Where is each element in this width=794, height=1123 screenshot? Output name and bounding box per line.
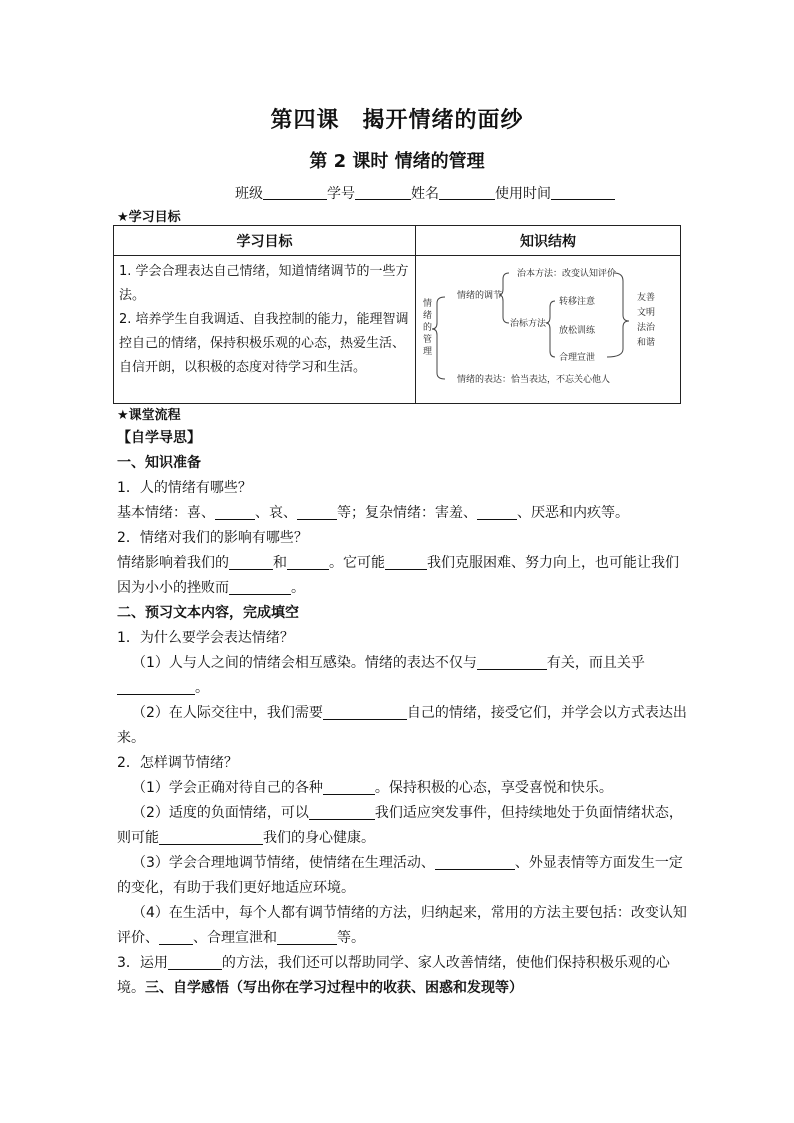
name-label: 姓名 <box>411 186 439 202</box>
class-blank[interactable] <box>263 185 327 200</box>
self-study-heading: 【自学导思】 <box>117 430 201 446</box>
answer-2: 情绪影响着我们的 和 。它可能 我们克服困难、努力向上，也可能让我们因为小小的挫败而 。 <box>117 555 679 596</box>
structure-column-header: 知识结构 <box>416 226 681 256</box>
fill-blank[interactable] <box>168 954 222 970</box>
student-info-line <box>235 183 615 203</box>
goal-1: 1. 学会合理表达自己情绪，知道情绪调节的一些方法。 <box>119 264 409 303</box>
time-blank[interactable] <box>551 185 615 200</box>
knowledge-structure-diagram <box>417 257 679 402</box>
fill-blank[interactable] <box>477 504 517 520</box>
diagram-relax: 放松训练 <box>559 325 596 335</box>
diagram-value: 和谐 <box>637 337 656 347</box>
fill-blank[interactable] <box>117 679 195 695</box>
fill-blank[interactable] <box>323 779 375 795</box>
question-1: 1．人的情绪有哪些？ <box>117 480 252 496</box>
number-blank[interactable] <box>355 185 411 200</box>
diagram-root-method: 治本方法：改变认知评价 <box>517 268 617 278</box>
fill-blank[interactable] <box>297 504 337 520</box>
diagram-transfer: 转移注意 <box>559 296 596 306</box>
regulate-answer-4: （4）在生活中，每个人都有调节情绪的方法，归纳起来，常用的方法主要包括：改变认知评价、 、合理宣泄和 等。 <box>117 905 687 946</box>
part1-heading: 一、知识准备 <box>117 455 201 471</box>
regulate-answer-2: （2）适度的负面情绪，可以 我们适应突发事件，但持续地处于负面情绪状态，则可能 我们的身心健康。 <box>117 805 683 846</box>
fill-blank[interactable] <box>277 929 337 945</box>
goals-cell <box>114 256 416 404</box>
diagram-root-char: 绪 <box>423 310 433 320</box>
diagram-vent: 合理宣泄 <box>559 352 596 362</box>
fill-blank[interactable] <box>385 554 427 570</box>
question-2: 2．情绪对我们的影响有哪些？ <box>117 530 308 546</box>
regulate-answer-3: （3）学会合理地调节情绪，使情绪在生理活动、 、外显表情等方面发生一定的变化，有助于我们更好地适应环境。 <box>117 855 683 896</box>
objectives-heading: ★学习目标 <box>117 210 181 225</box>
question-5: 3．运用 的方法，我们还可以帮助同学、家人改善情绪，使他们保持积极乐观的心境。三、自学感悟（写出你在学习过程中的收获、困惑和发现等） <box>117 955 670 996</box>
diagram-root-char: 理 <box>423 346 433 356</box>
question-4: 2．怎样调节情绪？ <box>117 755 238 771</box>
diagram-symptom-method: 治标方法 <box>510 318 547 328</box>
lesson-title: 第四课 揭开情绪的面纱 <box>270 108 524 133</box>
objectives-table <box>113 225 681 404</box>
regulate-answer-1: （1）学会正确对待自己的各种 。保持积极的心态，享受喜悦和快乐。 <box>132 780 613 796</box>
diagram-value: 法治 <box>637 322 656 332</box>
fill-blank[interactable] <box>229 554 273 570</box>
fill-blank[interactable] <box>287 554 329 570</box>
diagram-express: 情绪的表达：恰当表达，不忘关心他人 <box>457 374 611 384</box>
question-3: 1．为什么要学会表达情绪？ <box>117 630 294 646</box>
fill-blank[interactable] <box>323 704 407 720</box>
fill-blank[interactable] <box>159 929 193 945</box>
fill-blank[interactable] <box>477 654 547 670</box>
sub-answer-1: （1）人与人之间的情绪会相互感染。情绪的表达不仅与 有关，而且关乎。 <box>117 651 689 701</box>
diagram-regulate: 情绪的调节 <box>457 290 503 300</box>
part3-heading: 三、自学感悟（写出你在学习过程中的收获、困惑和发现等） <box>145 980 523 996</box>
time-label: 使用时间 <box>495 186 551 202</box>
diagram-root-char: 管 <box>423 334 433 344</box>
diagram-root-char: 的 <box>423 322 433 332</box>
number-label: 学号 <box>327 186 355 202</box>
goal-2: 2. 培养学生自我调适、自我控制的能力，能理智调控自己的情绪，保持积极乐观的心态，热爱生活、自信开朗，以积极的态度对待学习和生活。 <box>119 312 409 375</box>
fill-blank[interactable] <box>215 504 255 520</box>
diagram-value: 友善 <box>637 292 656 302</box>
answer-1: 基本情绪：喜、 、哀、 等；复杂情绪：害羞、 、厌恶和内疚等。 <box>117 505 629 521</box>
worksheet-body <box>117 426 689 1001</box>
part2-heading: 二、预习文本内容，完成填空 <box>117 605 299 621</box>
class-label: 班级 <box>235 186 263 202</box>
fill-blank[interactable] <box>435 854 515 870</box>
goals-column-header: 学习目标 <box>114 226 416 256</box>
diagram-root-char: 情 <box>423 298 433 308</box>
name-blank[interactable] <box>439 185 495 200</box>
lesson-subtitle: 第 2 课时 情绪的管理 <box>309 151 485 172</box>
fill-blank[interactable] <box>309 804 375 820</box>
fill-blank[interactable] <box>229 579 291 595</box>
sub-answer-2: （2）在人际交往中，我们需要 自己的情绪，接受它们，并学会以方式表达出来。 <box>117 705 687 746</box>
flow-heading: ★课堂流程 <box>117 408 181 423</box>
structure-cell <box>416 256 681 404</box>
diagram-value: 文明 <box>637 307 656 317</box>
fill-blank[interactable] <box>159 829 263 845</box>
